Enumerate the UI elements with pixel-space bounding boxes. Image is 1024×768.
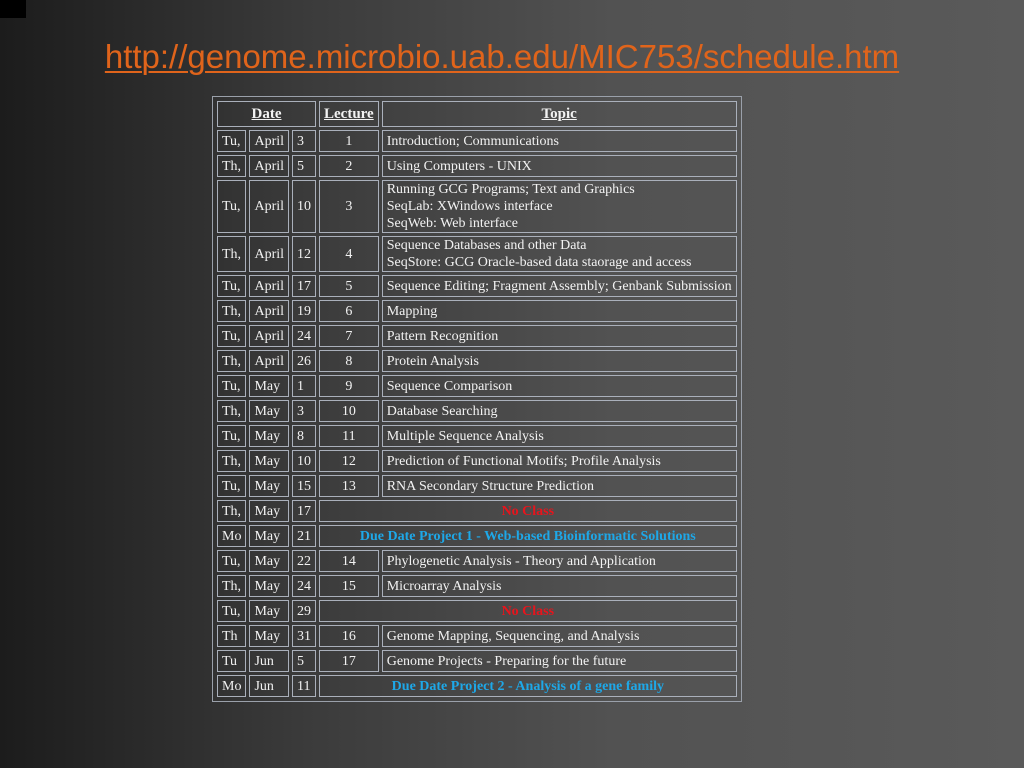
row-date: 5: [292, 155, 316, 177]
row-day: Tu,: [217, 325, 246, 347]
row-month: May: [249, 550, 289, 572]
row-month: April: [249, 130, 289, 152]
topic-line: Pattern Recognition: [386, 328, 499, 344]
row-day: Tu: [217, 650, 246, 672]
row-lecture: 1: [319, 130, 379, 152]
row-month: May: [249, 400, 289, 422]
row-note: No Class: [319, 500, 737, 522]
row-month: May: [249, 575, 289, 597]
row-month: April: [249, 350, 289, 372]
row-date: 12: [292, 236, 316, 272]
topic-line: SeqLab: XWindows interface: [386, 199, 553, 214]
row-month: April: [249, 275, 289, 297]
row-date: 10: [292, 450, 316, 472]
row-day: Th: [217, 625, 246, 647]
row-topic: [382, 236, 737, 272]
row-topic: [382, 475, 737, 497]
header-date: Date: [217, 101, 316, 127]
row-topic: [382, 275, 737, 297]
row-date: 17: [292, 500, 316, 522]
row-day: Tu,: [217, 130, 246, 152]
row-date: 10: [292, 180, 316, 233]
row-date: 31: [292, 625, 316, 647]
row-month: April: [249, 236, 289, 272]
row-topic: [382, 550, 737, 572]
row-day: Tu,: [217, 475, 246, 497]
table-row: [217, 500, 737, 522]
table-row: [217, 155, 737, 177]
row-date: 8: [292, 425, 316, 447]
row-topic: [382, 325, 737, 347]
row-date: 5: [292, 650, 316, 672]
row-month: May: [249, 475, 289, 497]
topic-line: Sequence Editing; Fragment Assembly; Genbank Submission: [386, 278, 732, 294]
table-row: [217, 180, 737, 233]
slide-title-link[interactable]: http://genome.microbio.uab.edu/MIC753/schedule.htm: [104, 38, 900, 75]
row-note: Due Date Project 2 - Analysis of a gene family: [319, 675, 737, 697]
row-month: May: [249, 500, 289, 522]
table-row: [217, 300, 737, 322]
topic-line: Sequence Databases and other Data: [386, 238, 587, 253]
schedule-body: [217, 130, 737, 697]
row-day: Tu,: [217, 550, 246, 572]
row-day: Mo: [217, 675, 246, 697]
row-lecture: 9: [319, 375, 379, 397]
corner-block: [0, 0, 26, 18]
row-month: May: [249, 450, 289, 472]
row-lecture: 17: [319, 650, 379, 672]
topic-line: Microarray Analysis: [386, 578, 502, 594]
topic-line: Using Computers - UNIX: [386, 158, 532, 174]
row-topic: [382, 155, 737, 177]
table-row: [217, 236, 737, 272]
table-row: [217, 130, 737, 152]
row-lecture: 2: [319, 155, 379, 177]
row-date: 3: [292, 130, 316, 152]
row-month: Jun: [249, 650, 289, 672]
row-date: 21: [292, 525, 316, 547]
row-day: Tu,: [217, 425, 246, 447]
table-row: [217, 400, 737, 422]
row-lecture: 12: [319, 450, 379, 472]
row-date: 24: [292, 575, 316, 597]
topic-line: Protein Analysis: [386, 353, 479, 369]
table-row: [217, 275, 737, 297]
row-day: Th,: [217, 350, 246, 372]
row-month: May: [249, 525, 289, 547]
topic-line: Genome Mapping, Sequencing, and Analysis: [386, 628, 640, 644]
topic-line: SeqWeb: Web interface: [386, 216, 518, 231]
row-day: Th,: [217, 236, 246, 272]
table-row: [217, 375, 737, 397]
table-row: [217, 425, 737, 447]
row-day: Tu,: [217, 275, 246, 297]
row-lecture: 7: [319, 325, 379, 347]
row-lecture: 6: [319, 300, 379, 322]
table-row: [217, 575, 737, 597]
schedule-table: [214, 98, 740, 700]
row-day: Th,: [217, 500, 246, 522]
row-lecture: 13: [319, 475, 379, 497]
row-lecture: 4: [319, 236, 379, 272]
row-topic: [382, 650, 737, 672]
table-row: [217, 475, 737, 497]
topic-line: Running GCG Programs; Text and Graphics: [386, 182, 635, 197]
table-row: [217, 350, 737, 372]
row-topic: [382, 625, 737, 647]
table-row: [217, 325, 737, 347]
header-topic: Topic: [382, 101, 737, 127]
table-row: [217, 525, 737, 547]
topic-line: RNA Secondary Structure Prediction: [386, 478, 594, 494]
row-date: 24: [292, 325, 316, 347]
row-topic: [382, 425, 737, 447]
row-day: Th,: [217, 450, 246, 472]
row-date: 19: [292, 300, 316, 322]
row-day: Tu,: [217, 600, 246, 622]
row-day: Th,: [217, 155, 246, 177]
topic-line: Mapping: [386, 303, 438, 319]
row-date: 1: [292, 375, 316, 397]
row-lecture: 16: [319, 625, 379, 647]
row-month: April: [249, 300, 289, 322]
row-topic: [382, 350, 737, 372]
row-date: 15: [292, 475, 316, 497]
table-row: [217, 675, 737, 697]
row-month: May: [249, 425, 289, 447]
row-date: 3: [292, 400, 316, 422]
row-month: April: [249, 325, 289, 347]
schedule-table-frame: [212, 96, 742, 702]
table-row: [217, 450, 737, 472]
row-lecture: 10: [319, 400, 379, 422]
row-topic: [382, 400, 737, 422]
row-topic: [382, 575, 737, 597]
row-topic: [382, 130, 737, 152]
row-month: May: [249, 600, 289, 622]
row-lecture: 15: [319, 575, 379, 597]
row-month: May: [249, 375, 289, 397]
row-topic: [382, 300, 737, 322]
topic-line: Multiple Sequence Analysis: [386, 428, 544, 444]
topic-line: Introduction; Communications: [386, 133, 559, 149]
row-date: 17: [292, 275, 316, 297]
topic-line: Prediction of Functional Motifs; Profile Analysis: [386, 453, 661, 469]
row-month: April: [249, 180, 289, 233]
table-row: [217, 625, 737, 647]
row-month: Jun: [249, 675, 289, 697]
row-day: Mo: [217, 525, 246, 547]
row-day: Tu,: [217, 375, 246, 397]
row-topic: [382, 375, 737, 397]
row-lecture: 3: [319, 180, 379, 233]
topic-line: SeqStore: GCG Oracle-based data staorage and access: [386, 255, 692, 270]
topic-line: Sequence Comparison: [386, 378, 513, 394]
row-date: 22: [292, 550, 316, 572]
row-lecture: 14: [319, 550, 379, 572]
row-day: Tu,: [217, 180, 246, 233]
topic-line: Phylogenetic Analysis - Theory and Application: [386, 553, 656, 569]
topic-line: Genome Projects - Preparing for the future: [386, 653, 627, 669]
row-day: Th,: [217, 400, 246, 422]
table-row: [217, 600, 737, 622]
row-date: 11: [292, 675, 316, 697]
row-month: April: [249, 155, 289, 177]
table-row: [217, 650, 737, 672]
row-topic: [382, 450, 737, 472]
row-note: No Class: [319, 600, 737, 622]
topic-line: Database Searching: [386, 403, 498, 419]
row-topic: [382, 180, 737, 233]
row-note: Due Date Project 1 - Web-based Bioinformatic Solutions: [319, 525, 737, 547]
row-day: Th,: [217, 575, 246, 597]
table-row: [217, 550, 737, 572]
row-date: 26: [292, 350, 316, 372]
header-lecture: Lecture: [319, 101, 379, 127]
header-row: [217, 101, 737, 127]
row-lecture: 11: [319, 425, 379, 447]
row-lecture: 8: [319, 350, 379, 372]
row-date: 29: [292, 600, 316, 622]
row-day: Th,: [217, 300, 246, 322]
row-lecture: 5: [319, 275, 379, 297]
row-month: May: [249, 625, 289, 647]
